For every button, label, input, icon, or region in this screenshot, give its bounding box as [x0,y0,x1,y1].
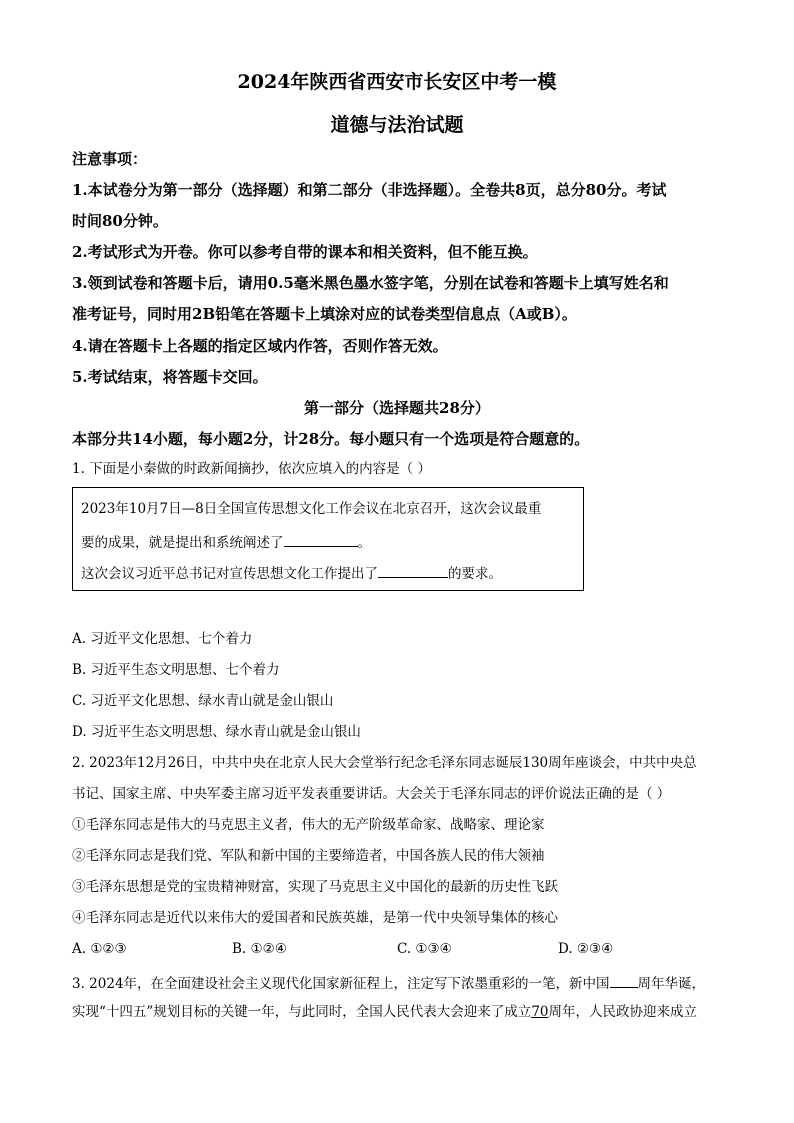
q1-box-line: 这次会议习近平总书记对宣传思想文化工作提出了 的要求。 [81,566,502,582]
notes-heading: 注意事项： [72,150,148,168]
notes-item: 2.考试形式为开卷。你可以参考自带的课本和相关资料，但不能互换。 [72,243,538,261]
q2-statement: ②毛泽东同志是我们党、军队和新中国的主要缔造者，中国各族人民的伟大领袖 [72,848,545,864]
notes-item: 1.本试卷分为第一部分（选择题）和第二部分（非选择题）。全卷共8页，总分80分。考试 [72,181,667,199]
exam-title: 2024年陕西省西安市长安区中考一模 [237,71,557,93]
q3-stem: 3. 2024年，在全面建设社会主义现代化国家新征程上，注定写下浓墨重彩的一笔，新中国 周年华诞， [72,976,706,992]
q2-stem: 书记、国家主席、中央军委主席习近平发表重要讲话。大会关于毛泽东同志的评价说法正确的是（ ） [72,786,671,802]
q1-box-line: 要的成果，就是提出和系统阐述了 。 [81,535,371,551]
notes-item: 3.领到试卷和答题卡后，请用0.5毫米黑色墨水签字笔，分别在试卷和答题卡上填写姓名和 [72,274,669,292]
q3-blank [610,975,638,988]
q1-blank-1 [284,534,358,547]
q1-stem: 1. 下面是小秦做的时政新闻摘抄，依次应填入的内容是（ ） [72,461,431,477]
q3-underlined-number: 70 [531,1004,549,1020]
notes-item: 时间80分钟。 [72,212,168,230]
q2-stem: 2. 2023年12月26日，中共中央在北京人民大会堂举行纪念毛泽东同志诞辰130周年座谈会，中共中央总 [72,755,697,771]
exam-subtitle: 道德与法治试题 [330,114,464,136]
q1-option-b: B. 习近平生态文明思想、七个着力 [72,662,280,678]
q2-option-c: C. ①③④ [397,941,452,957]
section-instruction: 本部分共14小题，每小题2分，计28分。每小题只有一个选项是符合题意的。 [72,430,590,448]
q2-option-a: A. ①②③ [72,941,127,957]
section-title: 第一部分（选择题共28分） [304,399,490,417]
q2-statement: ①毛泽东同志是伟大的马克思主义者，伟大的无产阶级革命家、战略家、理论家 [72,817,545,833]
q1-box-line: 2023年10月7日—8日全国宣传思想文化工作会议在北京召开，这次会议最重 [81,501,542,517]
notes-item: 4.请在答题卡上各题的指定区域内作答，否则作答无效。 [72,337,448,355]
q1-blank-2 [378,565,448,578]
notes-item: 5.考试结束，将答题卡交回。 [72,368,268,386]
q1-option-c: C. 习近平文化思想、绿水青山就是金山银山 [72,693,334,709]
q2-option-b: B. ①②④ [232,941,287,957]
q2-statement: ④毛泽东同志是近代以来伟大的爱国者和民族英雄，是第一代中央领导集体的核心 [72,910,558,926]
q2-statement: ③毛泽东思想是党的宝贵精神财富，实现了马克思主义中国化的最新的历史性飞跃 [72,879,558,895]
q1-option-d: D. 习近平生态文明思想、绿水青山就是金山银山 [72,724,361,740]
q1-option-a: A. 习近平文化思想、七个着力 [72,631,253,647]
notes-item: 准考证号，同时用2B铅笔在答题卡上填涂对应的试卷类型信息点（A或B）。 [72,305,577,323]
q2-option-d: D. ②③④ [558,941,614,957]
q3-stem: 实现“十四五”规划目标的关键一年，与此同时，全国人民代表大会迎来了成立70周年，人民政协迎来成立 [72,1004,697,1020]
